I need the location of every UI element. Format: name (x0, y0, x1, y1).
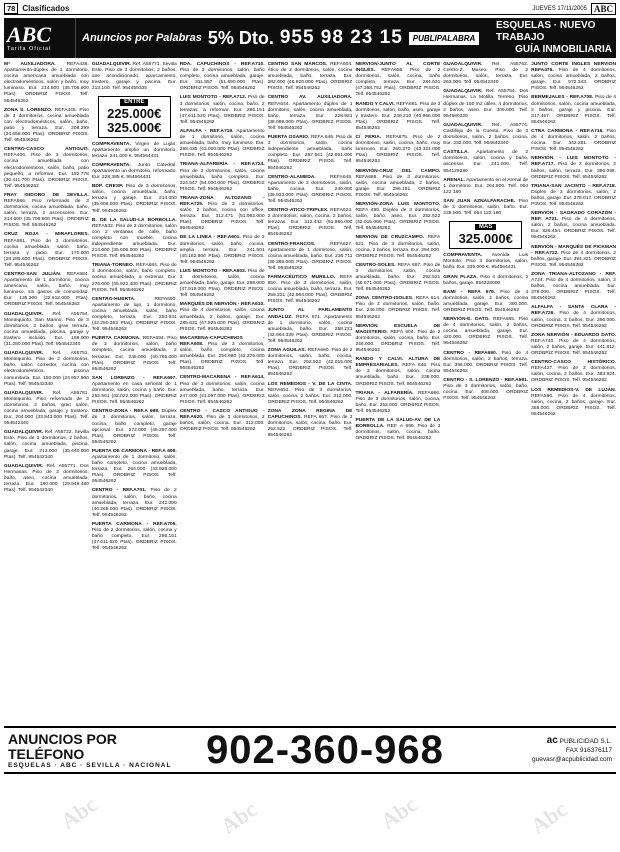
classifieds-banner (4, 18, 616, 58)
classified-ad (531, 211, 616, 241)
classified-ad (443, 253, 528, 271)
classified-ad (4, 272, 89, 309)
classified-ad (443, 123, 528, 147)
classified-ad (4, 430, 89, 460)
footer-banner (4, 726, 616, 774)
ad-text: REFA 671. Apartamento de 1 dormitorio, salón, cocina amueblada, baño. Eur. 258.221 (42.964.339 Ptas). ORDBRIZ PISOS. Telf. 954546262 (267, 314, 353, 344)
ad-text: REFA584. Apartamento de 1 dormitorio, cocina americana, salón, baño, muy luminoso, sin gastos de comunidad. Eur. 135.300 (22.512.000 Ptas). ORDBRIZ PISOS. Telf. 954546262 (4, 272, 89, 308)
ad-title: PUERTA CARMONA - REF.A705. (91, 521, 177, 527)
ad-title: CENTRO SAN MARCOS. (267, 62, 328, 67)
ad-title: ZONA AGUILAS. (267, 348, 307, 354)
ad-text: Dúplex de 3 dormitorios, salón, 2 baños, garaje. Eur. 375.017. ORDBRIZ PISOS. Telf. 954546262 (531, 189, 617, 207)
classified-ad (355, 296, 440, 320)
classified-ad (531, 156, 616, 180)
ad-title: GUADALQUIVIR. (4, 351, 44, 357)
classified-ad (92, 163, 177, 181)
section-title: Clasificados (22, 4, 70, 13)
ad-text: REFA406. Piso de 3 dormitorios, cocina amueblada con electrodomésticos, salón, baño, patio pequeño, a reformar. Eur. 182.778 (30.411.700 Ptas). ORDBRIZ PISOS. Telf. 954546262 (4, 153, 89, 189)
classified-ad (92, 376, 177, 406)
classified-ad (268, 308, 353, 345)
footer-title: ANUNCIOS POR TELÉFONO (8, 730, 117, 762)
ad-title: NERVIÓN DE CRUZCAMPO. (355, 235, 425, 241)
ad-text: Piso de 3 dormitorios, 2 baños, salón, terraza. Eur. 396.098. ORDBRIZ PISOS. Telf. 954546262 (531, 162, 617, 180)
classified-ad (268, 62, 353, 92)
ad-text: REF.A740. Piso de 4 dormitorios, salón, 2 baños, garaje. Eur. 441.812. ORDBRIZ PISOS. Telf. 954546262 (531, 338, 617, 357)
classified-ad (4, 312, 89, 349)
classified-ad (355, 169, 440, 199)
classified-ad (531, 272, 616, 302)
ad-title: CENTRO - REF.A701. (91, 488, 147, 494)
ad-text: REFA427. Piso de 3 dormitorios, salón, cocina, 2 baños. Eur. 383.924. ORDBRIZ PISOS. Telf. 954546262 (531, 366, 617, 384)
classified-ad (531, 333, 616, 357)
ad-title: CENTRO-HUERTA. (91, 296, 136, 302)
ad-text: Piso de 4 dormitorios, salón, cocina amueblada, 2 baños, garaje. Eur. 572.343. ORDBRIZ PISOS. Telf. 954546262 (531, 68, 617, 92)
classified-ad (268, 175, 353, 205)
footer-fax: FAX 916376117 (565, 747, 612, 754)
footer-email: guevasr@acpublicidad.com (532, 756, 612, 763)
classified-ad (355, 418, 440, 442)
classified-ad (268, 95, 353, 132)
classified-ad (4, 391, 89, 428)
classified-ad (443, 62, 528, 86)
classified-ad (531, 245, 616, 269)
ad-text: REFA 650. Piso de 3 dormitorios, salón, cocina amueblada, baño, terraza. Eur. 258.221 (42.964.000 Ptas). ORDBRIZ PISOS. Telf. 954546262 (267, 275, 353, 305)
ad-text: Ref. A55771. Sevilla Este. Piso de 3 dormitorios, 2 baños, aire acondicionado, aparcamiento, trastero, garaje y piscina. Eur. 213.100. Telf. 954459335 (91, 62, 177, 92)
ad-title: RANDO Y CALVI. (355, 101, 395, 107)
classified-columns (4, 62, 616, 722)
ad-text: Piso de 4 dormitorios, salón, 2 baños, terraza. Eur. 396.000. ORDBRIZ PISOS. Telf. 954546262 (443, 350, 529, 374)
ad-title: NERVIÓN-ZONA LUIS MONTOTO. (355, 201, 441, 207)
ad-text: REFA648. Apartamento de 2 dormitorios, salón, baño, cocina. Eur. 240.000 (39.933.000 Ptas). ORDBRIZ PISOS. Telf. 954546262 (267, 174, 353, 204)
ad-title: GUADALQUIVIR. (443, 89, 483, 95)
ad-title: ZONA S. LORENZO. (4, 107, 53, 113)
ad-title: CENTRO - S. LORENZO - REF.A681. (443, 377, 529, 383)
classified-ad (443, 290, 528, 314)
ad-title: MARQUÉS DE NERVIÓN - REF.A610. (179, 302, 265, 308)
classified-ad (355, 102, 440, 132)
ad-text: Piso de 4 dormitorios, salón, cocina amueblada, 2 baños, garaje. Eur. 285.631 (47.525.000 Ptas). ORDBRIZ PISOS. Telf. 954546262 (179, 308, 265, 332)
ad-title: RDA. CAPUCHINOS - REF.A710. (179, 62, 265, 67)
classified-ad (531, 305, 616, 329)
watermark: Abc (375, 791, 422, 834)
classified-ad (268, 242, 353, 272)
ad-text: REFA661. Piso de 3 dormitorios, salón, baño, aseo, garaje y trastero. Eur. 248.210 (40.966.000 Ptas). ORDBRIZ PISOS. Telf. 954546262 (355, 101, 441, 131)
classified-ad (443, 317, 528, 347)
ad-title: COMPRAVENTA. (91, 162, 131, 168)
footer-publicidad: PUBLICIDAD S.L. (559, 738, 612, 745)
classified-ad (531, 388, 616, 418)
classified-ad (443, 351, 528, 375)
classified-ad (531, 62, 616, 92)
classified-ad (180, 302, 265, 332)
ad-title: NERVIÓN-CRUZ DEL CAMPO. (355, 168, 441, 174)
banner-abc-logo: ABC (7, 22, 52, 47)
classified-ad (180, 409, 265, 433)
classified-ad (92, 297, 177, 334)
ad-title: NERVIÓN-E. DATO. (443, 317, 490, 323)
ad-text: Apartamento en el Arenal de 1 dormitorio. Eur. 264.800. Telf. 954 122 180 (443, 177, 529, 195)
ad-title: LUIS MONTOTO - REF.A602. (179, 268, 247, 274)
ad-title: FARMACÉUTICO MURILLO. (267, 275, 336, 280)
ad-title: GUADALQUIVIR. (4, 390, 44, 396)
ad-text: REFA686. Piso de 3 dormitorios, salón, cocina amueblada, 2 baños, garaje. Eur. 286.151. ORDBRIZ PISOS. Telf. 954546262 (355, 174, 441, 198)
ad-text: Piso de 3 dormitorios, salón, cocina amueblada, baño, terraza. Eur. 247.000 (41.097.000 Ptas). ORDBRIZ PISOS. Telf. 954546262 (179, 381, 265, 405)
ad-text: Dúplex de 3 dormitorios, salón, terraza, cocina, baño completo, garaje opcional. Eur. 272.000 (45.257.000 Ptas). ORDBRIZ PISOS. Telf. 954546262 (91, 409, 177, 445)
ad-title: ZONA CENTRO-ISOLES. (355, 296, 414, 302)
ad-text: Apartamento de 1 dormitorio, salón, baño completo, cocina amueblada, terraza. Eur. 264.000 (43.926.000 Ptas). ORDBRIZ PISOS. Telf. 954546262 (91, 454, 177, 485)
ad-title: CENTRO - CASCO ANTIGUO - REF.A620. (179, 408, 265, 420)
price-range-box (98, 96, 171, 137)
ad-text: Junto Catedral. Apartamento un dormitorio, reformado. Eur. 228.385 €. 954564431 (91, 162, 177, 181)
ad-text: Piso de 3 dormitorios, salón, baño completo, cocina amueblada. Eur. 254.680 (42.375.000 Ptas). ORDBRIZ PISOS. Telf. 954546262 (179, 341, 265, 372)
classified-ad (4, 351, 89, 388)
ad-title: LUIS MONTOTO - REF.A712. (179, 95, 247, 101)
ad-text: Piso de 2 dormitorios, salón, baño, cocina, amplia terraza. Eur. 241.501 (40.182.800 Ptas). ORDBRIZ PISOS. Telf. 954546262 (179, 235, 265, 265)
ad-title: NERVIÓN ESCUELA DE MAGISTERIO. (355, 323, 441, 335)
classified-ad (180, 196, 265, 233)
ad-title: CENTRO-CASCO ANTIGUO. (4, 147, 89, 153)
ad-title: NERVIÓN - LUIS MONTOTO - REF.A717. (531, 156, 617, 168)
ad-text: Piso de 3 dormitorios, salón, cocina, baño, 2 terrazas, a reformar. Eur. 286.151 (47.611.520 Ptas). ORDBRIZ PISOS. Telf. 954546262 (179, 95, 265, 125)
ad-title: GRAN PLAZA. (443, 274, 478, 280)
ad-text: REF. A 699. Piso de 3 dormitorios, salón, cocina, baño. ORDBRIZ PISOS. Telf. 954546262 (355, 424, 441, 442)
ad-title: CENTRO-ATICO-TRIPLEX. (267, 208, 329, 214)
classified-ad (268, 208, 353, 238)
ad-title: FRAY ISIDORO DE SEVILLA. (4, 192, 89, 198)
footer-right (476, 736, 616, 764)
ad-title: Mª AUXILIADORA. (4, 62, 56, 67)
ad-text: Piso de 4 dormitorios, salón, 2 baños, cocina. Eur. 342.281. ORDBRIZ PISOS. Telf. 954546262 (531, 128, 617, 153)
classified-column (355, 62, 440, 722)
ad-text: Ref. A55722. Sevilla Este. Piso de 3 dormitorios, 2 baños, salón, cocina amueblada, piscina, garaje. Eur. 213.000 (35.440.000 Ptas). Telf. 954542340 (4, 430, 89, 460)
price-over-label: MÁS (475, 224, 496, 230)
ad-title: TRIANA-SAN JACINTO - REF.A718. (531, 183, 617, 189)
ad-title: CENTRO AV. AUXILIADORA. (267, 95, 353, 101)
ad-title: LOS REMEDIOS - V. DE LA CINTA. (267, 381, 353, 387)
ad-text: Piso de 4 dormitorios, salón, 2 baños, cocina amueblada, garaje. Eur. 390.000. ORDBRIZ PISOS. Telf. 954546262 (443, 289, 529, 313)
classified-ad (180, 95, 265, 125)
ad-text: REFA644. Apartamento dúplex de 1 dormitorio, salón, cocina amueblada, baño, terraza. Eur. 228.921 (38.089.000 Ptas). ORDBRIZ PISOS. Telf. 954546262 (267, 101, 353, 131)
ad-text: Virgen de Luján. Apartamento amplio un dormitorio, terraza. 241.000 €. 954564431 (91, 141, 177, 159)
ad-title: TRIANA-TORNEO. (91, 263, 135, 269)
ad-title: BAMI - REFA 679. (443, 289, 496, 295)
watermark: Abc (525, 796, 572, 839)
ad-text: REFA627. Apartamento de 1 dormitorio, salón, cocina amueblada, baño. Eur. 236.711 (39.385.000 Ptas). ORDBRIZ PISOS. Telf. 954546262 (267, 241, 353, 271)
banner-anuncios: Anuncios por Palabras (82, 32, 202, 44)
classified-ad (180, 269, 265, 299)
ad-text: REFA 499. Dúplex de 3 dormitorios, salón, baño, aseo. Eur. 252.522 (42.015.000 Ptas). ORDBRIZ PISOS. Telf. 954546262 (355, 208, 441, 232)
ad-text: Ref. A55774. Castilleja de la Cuesta. Piso de 3 dormitorios, salón, 2 baños, cocina. Eur. 232.000. Telf. 954542340 (443, 122, 529, 147)
banner-right (496, 18, 616, 58)
classified-ad (180, 162, 265, 192)
ad-title: GUADALQUIVIR. (443, 62, 483, 67)
masthead-logo: ABC (591, 3, 616, 15)
classified-ad (92, 336, 177, 373)
classified-ad (92, 218, 177, 261)
ad-title: ZONA ZONA REGINA DE CAPUCHINOS. (267, 408, 353, 420)
price-over-value: 325.000€ (458, 231, 513, 247)
ad-title: GUADALQUIVIR. (4, 430, 44, 436)
ad-text: REFA604. Ático de 2 dormitorios, salón, cocina amueblada, baño, terraza. Eur. 282.000 (46.920.000 Ptas). ORDBRIZ PISOS. Telf. 954546262 (267, 62, 353, 92)
classified-ad (92, 184, 177, 214)
ad-text: Piso de 3 dormitorios, salón, cocina amueblada, baño, terraza y garaje. Eur. 214.000 (35.606.000 Ptas). ORDBRIZ PISOS. Telf. 954546262 (91, 184, 177, 214)
classified-ad (355, 135, 440, 165)
ad-text: REFA 646. Piso de 3 dormitorios, salón, cocina independiente amueblada, baño completo. Eur. 257.541 (42.851.000 Ptas). ORDBRIZ PISOS. Telf. 954546262 (267, 135, 353, 171)
ad-title: TRIANA-ZONA ALTOZANO - REF.A725. (179, 195, 265, 207)
classified-ad (268, 409, 353, 439)
classified-ad (4, 147, 89, 190)
classified-ad (180, 129, 265, 159)
ad-text: REFA660. Piso de 2 dormitorios, salón, baño, cocina, terraza. Eur. 252.522 (42.015.000 Ptas). ORDBRIZ PISOS. Telf. 954546262 (267, 348, 353, 378)
ad-text: REFA 667. Piso de 3 dormitorios, salón, cocina, baño. Eur. 252.522. ORDBRIZ PISOS. Telf. 954546262 (267, 414, 353, 439)
ad-text: Piso 4 dormitorios, 2 baños, garaje. 954228000 (443, 274, 529, 286)
ad-title: PUERTA DE CARMONA - REF.A 699. (91, 448, 177, 454)
ad-text: Piso de 3 dormitorios, salón, cocina amueblada, baño, garaje. Eur. 288.000 (47.919.000 Ptas). ORDBRIZ PISOS. Telf. 954546262 (179, 268, 265, 299)
classified-ad (443, 199, 528, 217)
ad-title: NERVIÓN - SAGRADO CORAZÓN - REF. A721. (531, 211, 617, 223)
ad-text: Ref. A55754. Dos Hermanas. La Motilla. Terreno. Piso dúplex de 150 m2 útiles, 4 dormitorios, 2 baños, aseo. Eur. 309.000. Telf. 954580220 (443, 89, 529, 119)
classified-ad (443, 378, 528, 402)
classified-ad (443, 89, 528, 119)
classified-ad (443, 275, 528, 287)
ad-text: Piso de 4 dormitorios, salón, 2 baños, cocina amueblada. Eur. 826.454. ORDBRIZ PISOS. Telf. 954546262 (531, 217, 617, 241)
classified-ad (92, 62, 177, 92)
classified-ad (180, 375, 265, 405)
classified-ad (355, 324, 440, 354)
ad-title: C/ FERIA. (355, 135, 382, 141)
ad-title: LOS REMEDIOS-V. DE LUJÁN. (531, 387, 617, 393)
ad-title: CENTRO-ALAMEDA. (267, 174, 316, 180)
price-range-label: ENTRE (120, 99, 148, 105)
ad-text: REFA 614. Piso de 3 dormitorios, salón, baño. Eur. 246.000. ORDBRIZ PISOS. Telf. 954546262 (355, 296, 441, 320)
ad-text: Piso de 4 dormitorios, salón, cocina amueblada, 2 baños, garaje y piscina. Eur. 317.457. ORDBRIZ PISOS. Telf. 954546262 (531, 95, 617, 125)
ad-title: TRIANA - ALFARERÍA. (355, 390, 414, 396)
banner-abc-block (4, 18, 76, 58)
ad-title: JUNTO CORTE INGLÉS NERVIÓN REFA476. (531, 62, 617, 74)
ad-title: JUNTO AL PARLAMENTO ANDALUZ. (267, 308, 353, 320)
classified-ad (355, 263, 440, 293)
ad-title: NERVIÓN-JUNTO AL CORTE INGLÉS. (355, 62, 441, 74)
ad-title: RANDO Y CALVI. ALTURA DE EMPRESARIALES. (355, 357, 441, 369)
footer-left (4, 732, 174, 769)
classified-ad (268, 348, 353, 378)
ad-title: MACARENA-CAPUCHINOS - REF.A608. (179, 335, 265, 347)
ad-text: REFA590. Piso de 4 dormitorios, salón, cocina, 2 baños, garaje. Eur. 358.000. ORDBRIZ PISOS. Telf. 954546262 (531, 393, 617, 417)
ad-title: SAN JUAN AZNALFARACHE. (443, 198, 516, 204)
ad-title: GUADALQUIVIR. (91, 62, 131, 67)
ad-title: GUADALQUIVIR. (4, 311, 44, 317)
banner-phone: 955 98 23 15 (279, 27, 403, 48)
ad-title: ZONA NERVIÓN - EDUARDO DATO. (531, 332, 617, 338)
ad-text: Ref. A55771. Dos Hermanas. Piso de 3 dormitorios, baño, aseo, cocina amueblada, terraza. Eur. 180.000 (29.949.480 Ptas). Telf. 954542340 (4, 463, 89, 494)
ad-text: Piso de 3 dormitorios, salón, cocina amueblada, baño completo. Eur. 324.547 (54.000.000 Ptas). ORDBRIZ PISOS. Telf. 954546262 (179, 168, 265, 192)
ad-text: REFA 621. Piso de 3 dormitorios, salón, cocina, 2 baños, terraza. Eur. 294.000. ORDBRIZ PISOS. Telf. 954546262 (355, 235, 441, 259)
classified-column (180, 62, 265, 722)
ad-title: NERVIÓN - MARQUÉS DE PICKMAN - REF.A722. (531, 244, 617, 256)
classified-ad (92, 409, 177, 446)
classified-ad (92, 263, 177, 293)
banner-discount: 5% Dto. (207, 27, 274, 48)
ad-text: A724. Piso de 4 dormitorios, salón, 2 baños, cocina amueblada. Eur. 378.000. ORDBRIZ PISOS. Telf. 954546262 (531, 278, 617, 302)
ad-title: GUADALQUIVIR. (4, 463, 44, 469)
ad-text: REFA666. Piso de 3 dormitorios, salón, cocina, baño. Eur. 252.000. ORDBRIZ PISOS. Telf. 954546262 (355, 390, 441, 414)
price-over-box (449, 221, 522, 249)
ad-text: Piso de 4 dormitorios, salón, cocina, 2 baños. Eur. 396.000. ORDBRIZ PISOS. Telf. 954546262 (531, 311, 617, 329)
ad-text: REFA694. Piso de 2 dormitorios, salón, baño completo, cocina amueblada, 2 terrazas. Eur. 245.000 (40.765.000 Ptas). ORDBRIZ PISOS. Telf. 954546262 (91, 336, 177, 372)
ad-title: CASTILLA. (443, 150, 469, 156)
ad-title: TRIANA-ALFARERÍA - REF.A724. (179, 162, 265, 168)
ad-text: REFA 646. Piso de 3 dormitorios, salón, cocina amueblada, baño. Eur. 239.000. ORDBRIZ PISOS. Telf. 954546262 (355, 363, 441, 387)
classified-ad (355, 235, 440, 259)
ad-text: Ref. A55751. Montequinto. Piso de 2 dormitorios, baño, salón comedor, cocina con electrodomésticos, piscina comunitaria. Eur. 150.000 (24.957.900 Ptas). Telf. 954542340 (4, 351, 89, 387)
banner-tarifa: Tarifa Oficial (7, 46, 52, 52)
classified-ad (180, 235, 265, 265)
ad-title: CENTRO-MACARENA - REF.A614. (179, 375, 265, 381)
ad-title: SAN LORENZO - REF.A697. (91, 375, 177, 381)
classified-ad (4, 108, 89, 145)
ad-text: REFA532. Piso de 3 dormitorios, salón con 2 ventanas de calle, baño completo con mueble, cocina independiente amueblada. Eur. 214.000 (35.606.000 Ptas). ORDBRIZ PISOS. Telf. 954546262 (91, 223, 177, 260)
ad-title: CENTRO-CASCO HISTÓRICO. (531, 360, 617, 366)
ad-title: CENTRO-ZONA - REF.A 698. (91, 409, 160, 415)
footer-subtitle: ESQUELAS · ABC · SEVILLA · NACIONAL (8, 761, 172, 769)
price-range-max: 325.000€ (107, 119, 162, 135)
ad-title: BERMEJALES - REF.A708. (531, 95, 594, 101)
ad-text: REFA651. Piso de 3 dormitorios, salón, cocina, 2 baños. Eur. 312.000. ORDBRIZ PISOS. Telf. 954546262 (267, 387, 353, 405)
ad-title: CENTRO-SAN JULIÁN. (4, 272, 62, 277)
classified-ad (4, 62, 89, 105)
classified-ad (443, 178, 528, 196)
ad-title: CENTRO-FRANCOS. (267, 241, 316, 247)
ad-title: ARENAL. (443, 177, 466, 183)
classified-ad (4, 464, 89, 494)
ad-text: Ref. A55781. Montequinto. Piso reformado de 3 dormitorios, 2 baños, gran salón, cocina amueblada, garaje y trastero. Eur. 204.000 (33.943.000 Ptas). Telf. 954542340 (4, 390, 89, 427)
price-range-min: 225.000€ (107, 105, 162, 121)
classified-ad (355, 391, 440, 415)
classified-ad (180, 336, 265, 373)
classified-ad (92, 142, 177, 160)
classified-ad (4, 193, 89, 230)
classified-ad (355, 62, 440, 99)
banner-middle (76, 18, 496, 58)
ad-text: Piso de 3 dormitorios, salón, baño completo, cocina amueblada, garaje. Eur. 311.857 (51.890.000 Ptas). ORDBRIZ PISOS. Telf. 954546262 (179, 68, 265, 92)
banner-right-line2: GUÍA INMOBILIARIA (515, 44, 612, 55)
classified-ad (531, 360, 616, 384)
classified-ad (531, 129, 616, 153)
ad-title: CENTRO - REFA690. (443, 350, 498, 356)
ad-title: ALFALFA - REF.A718. (179, 128, 234, 134)
ad-text: REFA436. Apartamento-dúplex de 1 dormitorio, cocina americana amueblada con electrodomésticos, salón y baño, muy luminoso. Eur. 214.600 (35.706.600 Ptas). ORDBRIZ PISOS. Telf. 954546262 (4, 62, 89, 104)
ad-title: CTRA CARMONA - REF.A716. (531, 128, 604, 134)
footer-brand-logo: ac (546, 735, 558, 746)
banner-publipalabra: PUBLIPALABRA (409, 32, 480, 45)
ad-title: BDP. CRESP. (91, 184, 124, 190)
ad-title: ZONA TRIANA-ALTOZANO - REF. (531, 271, 617, 277)
classified-ad (443, 150, 528, 174)
ad-text: REFA581. Piso de 3 dormitorios, cocina amueblada, salón, baño, terraza y patio. Eur. 170.000 (28.285.600 Ptas). ORDBRIZ PISOS. Telf. 954546262 (4, 238, 89, 268)
ad-text: Piso de 4 dormitorios, 2 baños, garaje. Eur. 394.321. ORDBRIZ PISOS. Telf. 954546262 (531, 250, 617, 268)
banner-right-line1: ESQUELAS · NUEVO TRABAJO (496, 20, 596, 43)
ad-title: PUERTA DE LA SALUD-AV. DE LA BORBOLLA. (355, 417, 441, 430)
classified-ad (92, 522, 177, 552)
ad-text: REFA658. Piso de 2 dormitorios, salón, cocina, baño completo, terraza. Eur. 284.631 (47.358.752 Ptas). ORDBRIZ PISOS. Telf. 954546262 (355, 68, 441, 98)
ad-title: COMPRAVENTA. (443, 253, 483, 259)
ad-title: B. DE LA SALUD-LA BORBOLLA. (91, 217, 177, 223)
ad-text: Apartamento en casa señorial de 1 dormitorio, salón, cocina y baño. Eur. 252.561 (42.022.000 Ptas). ORDBRIZ PISOS. Telf. 954546262 (91, 381, 177, 406)
classified-column (443, 62, 528, 722)
classified-column (92, 62, 177, 722)
watermark: Abc (55, 791, 102, 834)
ad-title: PUERTA CARMONA. (91, 336, 141, 342)
classified-ad (92, 488, 177, 518)
ad-text: Piso de 2 dormitorios, salón, cocina y baño completo. Eur. 286.151 (47.611.520 Ptas). ORDBRIZ PISOS. Telf. 954546262 (91, 528, 177, 552)
ad-text: REFA624. 2 dormitorios, salón, cocina, 2 baños, terrazas. Eur. 312.442 (51.986.000 Ptas). ORDBRIZ PISOS. Telf. 954546262 (267, 208, 353, 238)
ad-text: REFA684. Piso de 3 dormitorios, salón, baño completo, cocina amueblada, a estrenar. Eur. 276.000 (45.922.400 Ptas). ORDBRIZ PISOS. Telf. 954546262 (91, 263, 177, 293)
ad-text: REFA566. Piso reformado de 3 dormitorios, cocina amueblada, baño, salón, terraza, 2 ascensores. Eur. 214.600 (35.706.600 Ptas). ORDBRIZ PISOS. Telf. 954546262 (4, 198, 89, 229)
ad-text: REFA685. Piso de 4 dormitorios, salón, 2 baños, cocina amueblada, garaje. Eur. 420.000. ORDBRIZ PISOS. Telf. 954546262 (443, 317, 529, 347)
ad-text: Avenida Luis Montoto. Piso 3 dormitorios, salón, baño. Eur. 339.000 €. 954564431 (443, 253, 529, 271)
classified-ad (4, 232, 89, 269)
ad-text: Piso de 3 dormitorios, 2 baños, salón, cocina. Eur. 312.000. ORDBRIZ PISOS. Telf. 954546262 (179, 414, 265, 433)
ad-text: REFA675. Piso de 2 dormitorios, salón, cocina, baño, muy luminoso. Eur. 260.370 (43.321.000 Ptas). ORDBRIZ PISOS. Telf. 954546262 (355, 135, 441, 165)
ad-text: REFA 604. Piso de 2 dormitorios, salón, cocina, baño. Eur. 246.000. ORDBRIZ PISOS. Telf. 954546262 (355, 329, 441, 354)
classified-column (531, 62, 616, 722)
classified-ad (531, 184, 616, 208)
watermark: Abc (215, 796, 262, 839)
ad-title: ALFALFA - SANTA CLARA - REF.A726. (531, 305, 617, 317)
classified-ad (531, 95, 616, 125)
ad-text: Piso de 3 dormitorios, salón, baño, cocina. Eur. 408.000. ORDBRIZ PISOS. Telf. 954546262 (443, 384, 529, 402)
ad-title: DE LA LINEA - REF.A601. (179, 235, 241, 241)
classified-ad (268, 275, 353, 305)
ad-text: REFA690. Apartamento de lujo, 1 dormitorio, cocina amueblada, salón, baño completo, terraza. Eur. 253.931 (42.250.363 Ptas). ORDBRIZ PISOS. Telf. 954546262 (91, 296, 177, 333)
ad-text: REFA445. Piso de 3 dormitorios, cocina amueblada con electrodomésticos, salón, baño, patio y terraza. Eur. 208.299 (34.658.000 Ptas). ORDBRIZ PISOS. Telf. 954546262 (4, 107, 89, 144)
ad-title: COMPRAVENTA. (91, 141, 131, 147)
classified-ad (268, 382, 353, 406)
ad-title: CENTRO-SOLES. (355, 262, 396, 268)
ad-title: CRUZ ROJA - MIRAFLORES. (4, 232, 89, 238)
classified-ad (355, 357, 440, 387)
ad-text: Piso de 3 dormitorios, salón, 2 baños, cocina con office, terraza. Eur. 312.471 (51.992.000 Ptas). ORDBRIZ PISOS. Telf. 954546262 (179, 201, 265, 232)
ad-text: Apartamento de 2 dormitorios, salón, cocina y baño, ascensor. Eur. 241.000. Telf. 954129280 (443, 150, 529, 174)
classified-ad (268, 135, 353, 172)
ad-text: REFA 697. Piso de 3 dormitorios, salón, cocina amueblada, baño. Eur. 292.521 (48.671.000 Ptas). ORDBRIZ PISOS. Telf. 954546262 (355, 262, 441, 293)
classified-column (268, 62, 353, 722)
ad-title: GUADALQUIVIR. (443, 122, 483, 128)
classified-ad (92, 449, 177, 486)
footer-phone: 902-360-968 (206, 727, 444, 772)
page-number: 78 (4, 3, 18, 14)
classified-ad (180, 62, 265, 92)
page-header (4, 3, 616, 15)
ad-text: Ref. A55754. Montequinto. San Marino. Piso de 3 dormitorios, 2 baños, gran terraza, cocina amueblada, piscina, garaje y trastero incluido. Eur. 188.000 (31.280.000 Ptas). Telf. 954542340 (4, 311, 89, 348)
ad-text: Ref. A55762. Centro-Z. Museo. Piso de 2 dormitorios, salón, terraza. Eur. 263.000. Telf. 954542340 (443, 62, 529, 86)
classified-column (4, 62, 89, 722)
ad-text: Apartamento de 1 dormitorio, salón, cocina amueblada, baño, muy luminoso. Eur. 258.435 (43.000.000 Ptas). ORDBRIZ PISOS. Telf. 954546262 (179, 128, 265, 159)
classified-ad (355, 202, 440, 232)
ad-title: PUERTA OSARIO. (267, 135, 310, 141)
ad-text: Piso de 3 dormitorios, salón, baño. Eur. 238.500. Telf. 954 122 180 (443, 198, 529, 217)
issue-date: JUEVES 17/11/2005 (532, 5, 587, 12)
ad-text: Piso de 2 dormitorios, salón, baño, cocina amueblada, terraza. Eur. 242.000 (40.265.000 Ptas). ORDBRIZ PISOS. Telf. 954546262 (91, 488, 177, 518)
